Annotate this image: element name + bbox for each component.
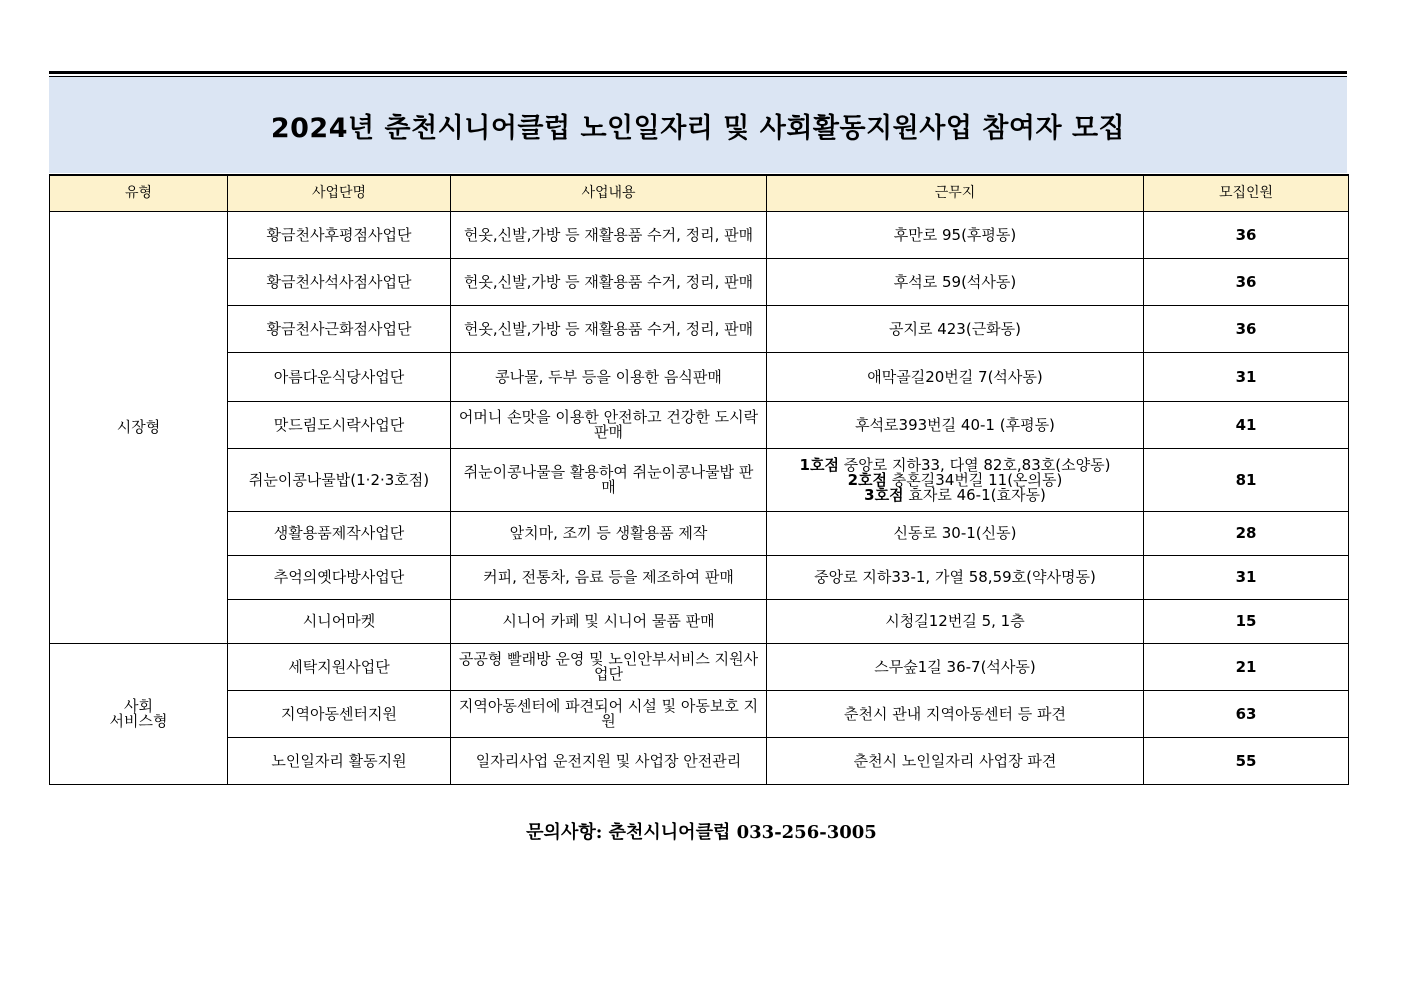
contact-info: 문의사항: 춘천시니어클럽 033-256-3005 [526,822,877,843]
branch-label: 3호점 [864,485,904,504]
table-header-row [50,175,1349,212]
type-line-2: 서비스형 [109,712,168,730]
header-location: 근무지 [767,175,1144,212]
project-name: 지역아동센터지원 [228,691,451,738]
table-row [50,738,1349,785]
table-row [50,556,1349,600]
project-name: 아름다운식당사업단 [228,353,451,402]
branch-address: 중앙로 지하33, 다열 82호,83호(소양동) [838,455,1111,474]
branch-address: 충혼길34번길 11(온의동) [887,470,1063,489]
project-content: 쥐눈이콩나물을 활용하여 쥐눈이콩나물밥 판매 [451,449,767,512]
project-location: 신동로 30-1(신동) [767,512,1144,556]
table-row [50,259,1349,306]
project-count: 36 [1144,212,1349,259]
project-name: 세탁지원사업단 [228,644,451,691]
table-row [50,691,1349,738]
type-cell-social-service [50,644,228,785]
project-content: 앞치마, 조끼 등 생활용품 제작 [451,512,767,556]
table-row [50,212,1349,259]
type-cell-market: 시장형 [50,212,228,644]
location-line-3 [773,485,1137,504]
branch-label: 2호점 [847,470,888,489]
project-location-multi [767,449,1144,512]
project-content: 헌옷,신발,가방 등 재활용품 수거, 정리, 판매 [451,212,767,259]
project-name: 시니어마켓 [228,600,451,644]
project-count: 31 [1144,353,1349,402]
project-location: 후석로 59(석사동) [767,259,1144,306]
project-name: 노인일자리 활동지원 [228,738,451,785]
project-count: 31 [1144,556,1349,600]
table-row [50,644,1349,691]
table-row [50,512,1349,556]
table-row [50,402,1349,449]
table-row [50,353,1349,402]
project-count: 63 [1144,691,1349,738]
project-count: 55 [1144,738,1349,785]
project-location: 시청길12번길 5, 1층 [767,600,1144,644]
branch-address: 효자로 46-1(효자동) [903,485,1046,504]
table-row [50,600,1349,644]
type-line-1: 사회 [124,697,153,715]
project-content: 시니어 카페 및 시니어 물품 판매 [451,600,767,644]
project-location: 춘천시 관내 지역아동센터 등 파견 [767,691,1144,738]
header-type: 유형 [50,175,228,212]
title-banner [49,77,1347,173]
project-name: 추억의옛다방사업단 [228,556,451,600]
header-count: 모집인원 [1144,175,1349,212]
project-content: 일자리사업 운전지원 및 사업장 안전관리 [451,738,767,785]
header-content: 사업내용 [451,175,767,212]
project-count: 15 [1144,600,1349,644]
project-location: 스무숲1길 36-7(석사동) [767,644,1144,691]
branch-label: 1호점 [799,455,839,474]
project-count: 21 [1144,644,1349,691]
project-name: 황금천사석사점사업단 [228,259,451,306]
project-count: 36 [1144,306,1349,353]
project-name: 맛드림도시락사업단 [228,402,451,449]
table-row [50,449,1349,512]
project-content: 지역아동센터에 파견되어 시설 및 아동보호 지원 [451,691,767,738]
project-content: 콩나물, 두부 등을 이용한 음식판매 [451,353,767,402]
top-rule-thick [49,71,1347,74]
project-content: 공공형 빨래방 운영 및 노인안부서비스 지원사업단 [451,644,767,691]
project-location: 공지로 423(근화동) [767,306,1144,353]
project-content: 헌옷,신발,가방 등 재활용품 수거, 정리, 판매 [451,259,767,306]
project-location: 중앙로 지하33-1, 가열 58,59호(약사명동) [767,556,1144,600]
project-content: 커피, 전통차, 음료 등을 제조하여 판매 [451,556,767,600]
project-location: 춘천시 노인일자리 사업장 파견 [767,738,1144,785]
project-count: 41 [1144,402,1349,449]
project-name: 쥐눈이콩나물밥(1·2·3호점) [228,449,451,512]
header-name: 사업단명 [228,175,451,212]
project-content: 어머니 손맛을 이용한 안전하고 건강한 도시락 판매 [451,402,767,449]
project-content: 헌옷,신발,가방 등 재활용품 수거, 정리, 판매 [451,306,767,353]
project-name: 황금천사근화점사업단 [228,306,451,353]
project-name: 황금천사후평점사업단 [228,212,451,259]
page-title: 2024년 춘천시니어클럽 노인일자리 및 사회활동지원사업 참여자 모집 [270,112,1126,144]
project-location: 후만로 95(후평동) [767,212,1144,259]
recruitment-table [49,174,1349,785]
project-count: 81 [1144,449,1349,512]
project-location: 애막골길20번길 7(석사동) [767,353,1144,402]
project-count: 28 [1144,512,1349,556]
project-name: 생활용품제작사업단 [228,512,451,556]
project-location: 후석로393번길 40-1 (후평동) [767,402,1144,449]
project-count: 36 [1144,259,1349,306]
table-row [50,306,1349,353]
